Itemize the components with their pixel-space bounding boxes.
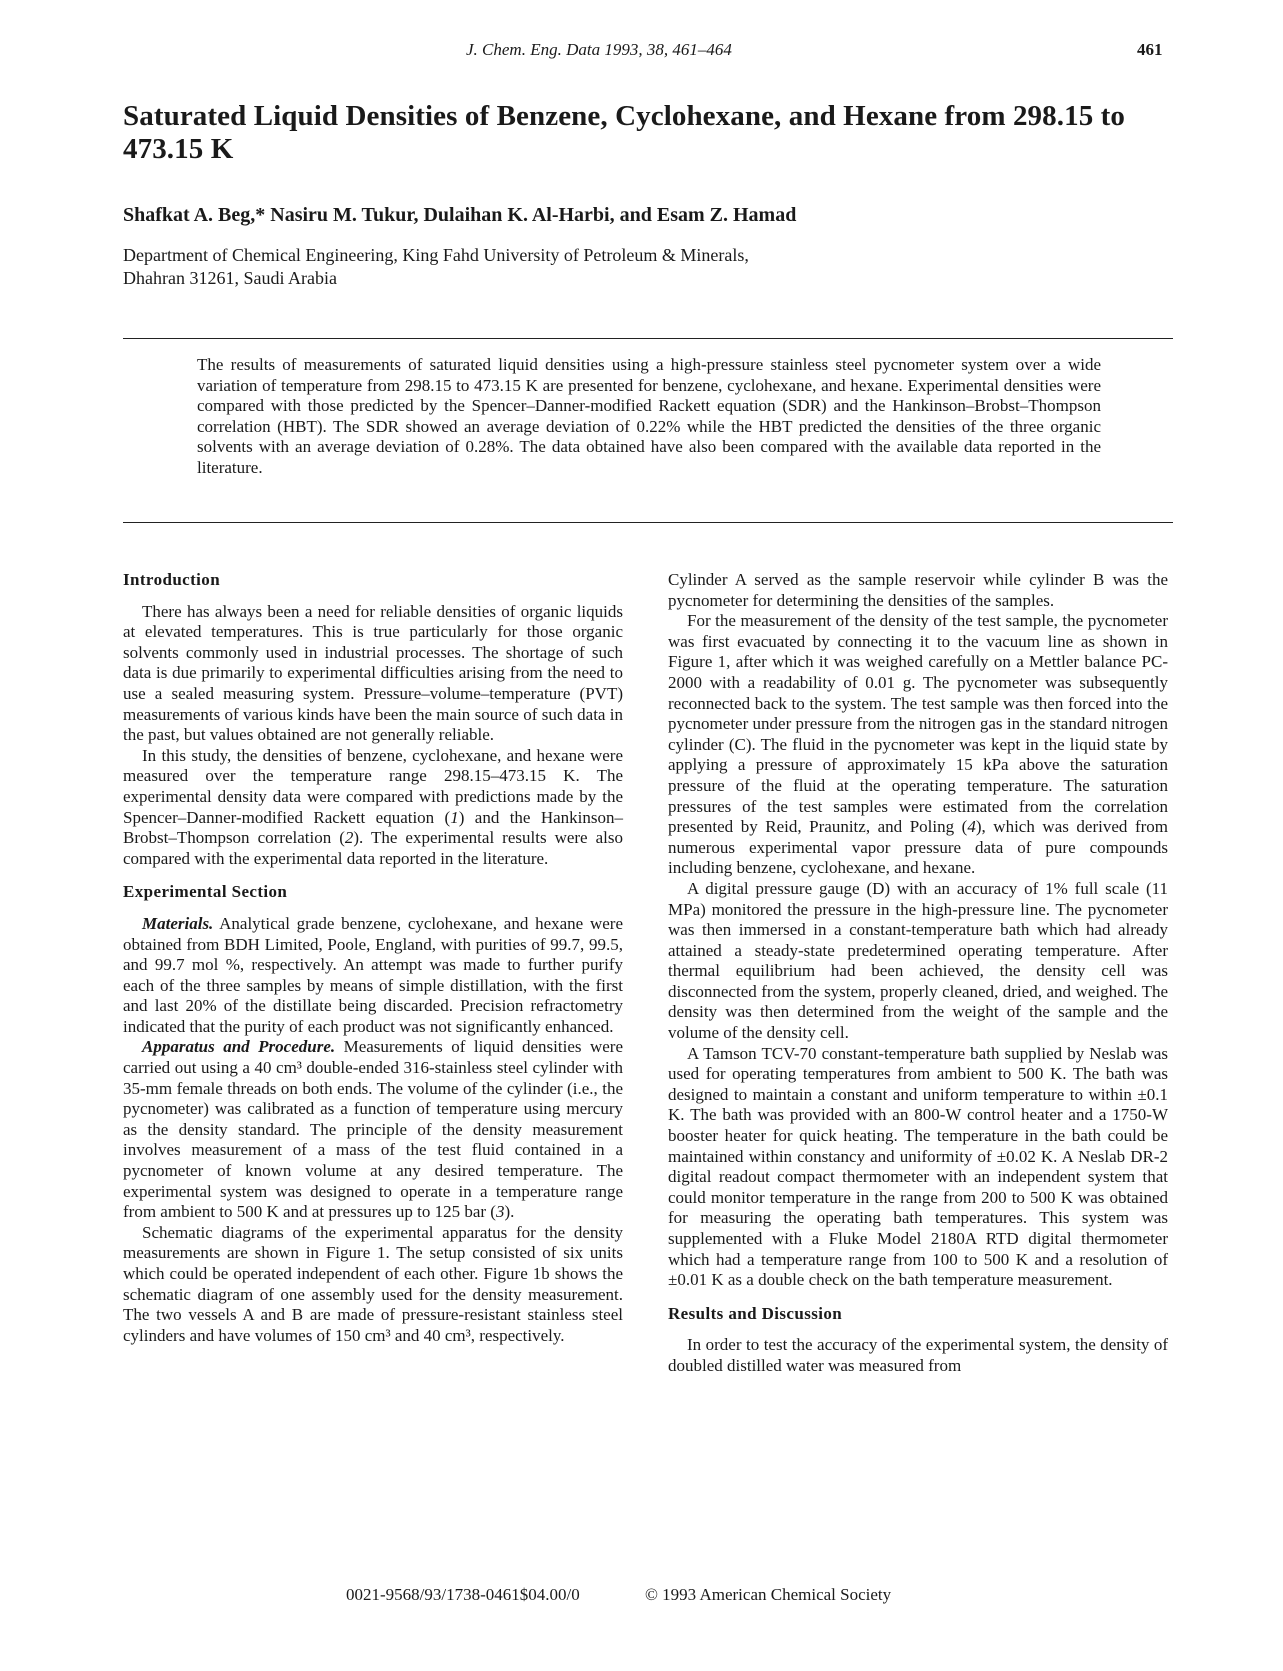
running-head xyxy=(0,40,1283,66)
citation-ref: 3 xyxy=(495,1202,505,1222)
introduction-heading: Introduction xyxy=(123,570,221,589)
article-title: Saturated Liquid Densities of Benzene, Cyclohexane, and Hexane from 298.15 to 473.15 K xyxy=(123,100,1126,165)
introduction-paragraph-2 xyxy=(123,746,623,870)
abstract-bottom-rule xyxy=(123,522,1173,523)
left-column xyxy=(123,570,623,1346)
author-list: Shafkat A. Beg,* Nasiru M. Tukur, Dulaihan K. Al-Harbi, and Esam Z. Hamad xyxy=(123,204,797,226)
affiliation-line-2: Dhahran 31261, Saudi Arabia xyxy=(123,268,337,288)
copyright-code: 0021-9568/93/1738-0461$04.00/0 xyxy=(346,1585,580,1604)
materials-paragraph xyxy=(123,914,623,1038)
affiliation-line-1: Department of Chemical Engineering, King Fahd University of Petroleum & Minerals, xyxy=(123,245,749,265)
materials-runin-heading: Materials. xyxy=(142,913,214,933)
journal-reference: J. Chem. Eng. Data 1993, 38, 461–464 xyxy=(466,40,732,59)
affiliation xyxy=(123,244,749,290)
page-footer xyxy=(0,1585,1283,1609)
citation-ref: 4 xyxy=(967,817,976,837)
text-run: ). xyxy=(504,1202,515,1222)
text-run: ) and the Hankinson–Brobst–Thompson correlation ( xyxy=(123,807,623,848)
abstract: The results of measurements of saturated liquid densities using a high-pressure stainless steel pycnometer system over a wide variation of temperature from 298.15 to 473.15 K are presented for benzene, cyclohexane, and hexane. Experimental densities were compared with those predicted by the Spencer–Danner-modified Rackett equation (SDR) and the Hankinson–Brobst–Thompson correlation (HBT). The SDR showed an average deviation of 0.22% while the HBT predicted the densities of the three organic solvents with an average deviation of 0.28%. The data obtained have also been compared with the available data reported in the literature. xyxy=(197,355,1101,477)
body-paragraph: Cylinder A served as the sample reservoir while cylinder B was the pycnometer for determining the densities of the samples. xyxy=(668,570,1168,610)
introduction-paragraph-1: There has always been a need for reliable densities of organic liquids at elevated temperatures. This is true particularly for those organic solvents commonly used in industrial processes. The shortage of such data is due primarily to experimental difficulties arising from the need to use a sealed measuring system. Pressure–volume–temperature (PVT) measurements of various kinds have been the main source of such data in the past, but values obtained are not generally reliable. xyxy=(123,601,623,745)
body-paragraph: A Tamson TCV-70 constant-temperature bath supplied by Neslab was used for operating temperatures from ambient to 500 K. The bath was designed to maintain a constant and uniform temperature to within ±0.1 K. The bath was provided with an 800-W control heater and a 1750-W booster heater for quick heating. The temperature in the bath could be maintained within constancy and uniformity of ±0.02 K. A Neslab DR-2 digital readout compact thermometer with an independent system that could monitor temperature in the range from 200 to 500 K was obtained for measuring the operating bath temperatures. This system was supplemented with a Fluke Model 2180A RTD digital thermometer which had a temperature range from 100 to 500 K and a resolution of ±0.01 K as a double check on the bath temperature measurement. xyxy=(668,1043,1168,1290)
abstract-top-rule xyxy=(123,338,1173,339)
schematic-paragraph: Schematic diagrams of the experimental apparatus for the density measurements are shown in Figure 1. The setup consisted of six units which could be operated independent of each other. Figure 1b shows the schematic diagram of one assembly used for the density measurement. The two vessels A and B are made of pressure-resistant stainless steel cylinders and have volumes of 150 cm³ and 40 cm³, respectively. xyxy=(123,1222,623,1345)
text-run: ). The experimental results were also compared with the experimental data reported in the literature. xyxy=(123,828,623,868)
body-paragraph xyxy=(668,611,1168,879)
apparatus-paragraph xyxy=(123,1037,623,1222)
results-heading: Results and Discussion xyxy=(668,1303,843,1323)
page-number: 461 xyxy=(1137,40,1163,59)
citation-ref: 1 xyxy=(450,807,459,827)
apparatus-runin-heading: Apparatus and Procedure. xyxy=(142,1037,336,1057)
text-run: In this study, the densities of benzene, cyclohexane, and hexane were measured over the temperature range 298.15–473.15 K. The experimental density data were compared with predictions made by the Spencer–Danner-modified Rackett equation ( xyxy=(123,745,623,827)
text-run: Analytical grade benzene, cyclohexane, and hexane were obtained from BDH Limited, Poole, England, with purities of 99.7, 99.5, and 99.7 mol %, respectively. An attempt was made to further purify each of the three samples by means of simple distillation, with the first and last 20% of the distillate being discarded. Precision refractometry indicated that the purity of each product was not significantly enhanced. xyxy=(123,913,623,1036)
text-run: ), which was derived from numerous experimental vapor pressure data of pure compounds including benzene, cyclohexane, and hexane. xyxy=(668,817,1168,878)
text-run: For the measurement of the density of the test sample, the pycnometer was first evacuated by connecting it to the vacuum line as shown in Figure 1, after which it was weighed carefully on a Mettler balance PC-2000 with a readability of 0.01 g. The pycnometer was subsequently reconnected back to the system. The test sample was then forced into the pycnometer under pressure from the nitrogen gas in the standard nitrogen cylinder (C). The fluid in the pycnometer was kept in the liquid state by applying a pressure of approximately 15 kPa above the saturation pressure of the fluid at the operating temperature. The saturation pressures of the test samples were estimated from the correlation presented by Reid, Praunitz, and Poling ( xyxy=(668,611,1168,837)
experimental-heading: Experimental Section xyxy=(123,882,288,902)
citation-ref: 2 xyxy=(344,828,354,848)
results-paragraph-1: In order to test the accuracy of the experimental system, the density of doubled distilled water was measured from xyxy=(668,1335,1168,1375)
body-paragraph: A digital pressure gauge (D) with an accuracy of 1% full scale (11 MPa) monitored the pressure in the high-pressure line. The pycnometer was then immersed in a constant-temperature bath which had already attained a steady-state predetermined operating temperature. After thermal equilibrium had been achieved, the density cell was disconnected from the system, properly cleaned, dried, and weighed. The density was then determined from the weight of the sample and the volume of the density cell. xyxy=(668,878,1168,1043)
copyright-notice: © 1993 American Chemical Society xyxy=(645,1585,892,1604)
right-column xyxy=(668,570,1168,1377)
text-run: Measurements of liquid densities were carried out using a 40 cm³ double-ended 316-stainless steel cylinder with 35-mm female threads on both ends. The volume of the cylinder (i.e., the pycnometer) was calibrated as a function of temperature using mercury as the density standard. The principle of the density measurement involves measurement of a mass of the test fluid contained in a pycnometer of known volume at any desired temperature. The experimental system was designed to operate in a temperature range from ambient to 500 K and at pressures up to 125 bar ( xyxy=(123,1037,623,1222)
